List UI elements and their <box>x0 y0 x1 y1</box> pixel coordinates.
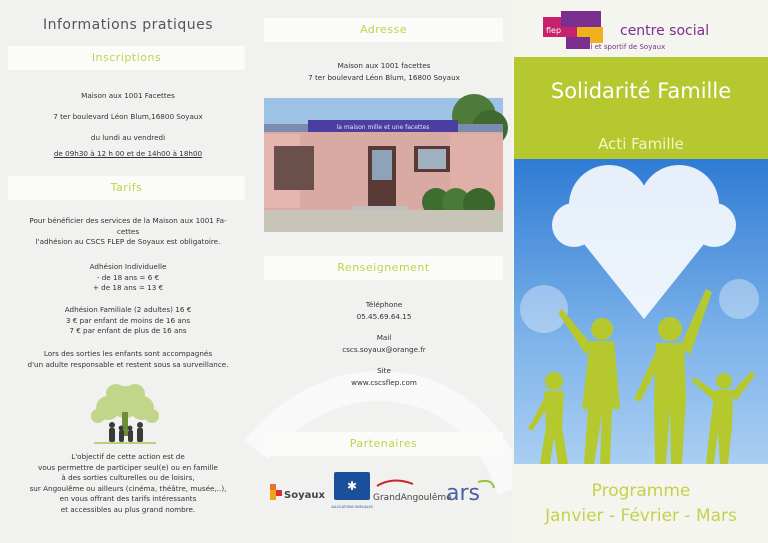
title-band <box>514 57 768 159</box>
phone-label: Téléphone <box>365 300 403 309</box>
individual-membership <box>0 262 256 294</box>
individual-title: Adhésion Individuelle <box>89 262 167 271</box>
centre-social-logo <box>514 5 768 59</box>
family-title: Adhésion Familiale (2 adultes) 16 € <box>64 305 192 314</box>
building-sign: la maison mille et une facettes <box>336 124 430 131</box>
partenaires-header: Partenaires <box>264 432 503 456</box>
objective-line3: à des sorties culturelles ou de loisirs, <box>61 473 195 482</box>
mail-value[interactable]: cscs.soyaux@orange.fr <box>342 345 426 354</box>
tarifs-intro-line1: Pour bénéficier des services de la Maison aux 1001 Fa- <box>29 216 227 225</box>
renseignement-header: Renseignement <box>264 256 503 280</box>
individual-over18: + de 18 ans = 13 € <box>92 283 164 292</box>
cover-subtitle: Acti Famille <box>598 135 684 153</box>
caf-logo <box>332 470 372 514</box>
outings-line2: d'un adulte responsable et restent sous sa surveillance. <box>27 359 229 369</box>
brand-subtitle: culturel et sportif de Soyaux <box>566 43 666 51</box>
outings-line1: Lors des sorties les enfants sont accompagnés <box>43 349 213 358</box>
objective-text <box>0 452 256 515</box>
ars-logo <box>444 474 498 510</box>
tarifs-intro-line2: cettes <box>116 226 140 236</box>
programme-label: Programme <box>591 481 691 501</box>
adresse-header: Adresse <box>264 18 503 42</box>
programme-months: Janvier - Février - Mars <box>545 506 737 526</box>
sky-illustration <box>514 159 768 464</box>
family-child-under16: 3 € par enfant de moins de 16 ans <box>65 315 191 325</box>
inscription-days: du lundi au vendredi <box>90 133 166 142</box>
soyaux-logo-text: Soyaux <box>284 490 325 501</box>
adresse-line2: 7 ter boulevard Léon Blum, 16800 Soyaux <box>308 73 460 82</box>
panel-contact <box>256 0 512 543</box>
family-tree-icon <box>80 384 170 448</box>
family-child-over16: 7 € par enfant de plus de 16 ans <box>69 326 187 335</box>
brand-name: centre social <box>620 23 710 39</box>
caf-logo-text: ALLOCATIONS FAMILIALES <box>331 505 373 509</box>
programme-block <box>514 464 768 543</box>
inscription-address: 7 ter boulevard Léon Blum,16800 Soyaux <box>53 112 203 121</box>
site-value[interactable]: www.cscsflep.com <box>351 378 417 387</box>
panel-practical-info <box>0 0 256 543</box>
adresse-line1: Maison aux 1001 facettes <box>337 61 431 70</box>
objective-line4: sur Angoulême ou ailleurs (cinéma, théâtre, musée,..), <box>29 483 227 493</box>
objective-line1: L'objectif de cette action est de <box>71 452 185 461</box>
soyaux-logo <box>268 476 328 510</box>
inscription-place: Maison aux 1001 Facettes <box>81 91 175 100</box>
tarifs-header: Tarifs <box>8 176 245 200</box>
objective-line5: en vous offrant des tarifs intéressants <box>59 494 197 503</box>
objective-line2: vous permettre de participer seul(e) ou en famille <box>38 462 218 472</box>
individual-under18: - de 18 ans = 6 € <box>96 272 160 282</box>
outings-note <box>0 349 256 370</box>
svg-text:✱: ✱ <box>346 479 358 493</box>
grandangouleme-logo <box>373 476 452 510</box>
tarifs-intro-line3: l'adhésion au CSCS FLEP de Soyaux est obligatoire. <box>35 237 221 246</box>
site-label: Site <box>377 366 391 375</box>
building-photo <box>264 98 503 232</box>
phone-value: 05.45.69.64.15 <box>356 312 412 321</box>
cover-title: Solidarité Famille <box>550 79 732 103</box>
ars-logo-text: ars <box>446 481 480 506</box>
family-membership <box>0 305 256 337</box>
brand-header <box>514 5 768 59</box>
mail-label: Mail <box>376 333 392 342</box>
tarifs-intro <box>0 216 256 248</box>
inscription-hours: de 09h30 à 12 h 00 et de 14h00 à 18h00 <box>53 149 203 158</box>
grandangouleme-logo-text: GrandAngoulême <box>373 493 452 503</box>
brand-flep: flep <box>546 26 562 35</box>
inscriptions-header: Inscriptions <box>8 46 245 70</box>
page-title: Informations pratiques <box>42 17 214 33</box>
objective-line6: et accessibles au plus grand nombre. <box>60 504 196 514</box>
